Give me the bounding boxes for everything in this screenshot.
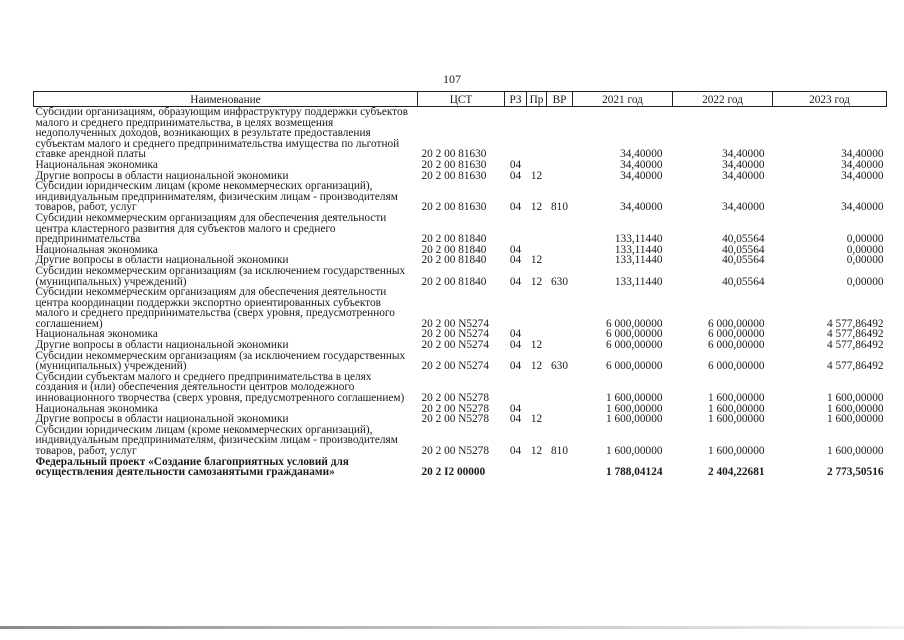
row-value-2021: 133,11440 <box>614 275 663 288</box>
row-value-2023: 1 600,00000 <box>827 402 884 415</box>
row-cst: 20 2 00 N5274 <box>421 328 489 341</box>
row-vr: 630 <box>551 275 568 288</box>
row-cst: 20 2 00 81630 <box>421 158 487 171</box>
table-row <box>34 287 887 329</box>
row-value-2023: 1 600,00000 <box>827 392 884 405</box>
row-value-2022: 2 404,22681 <box>708 466 765 479</box>
row-rz: 04 <box>509 169 522 182</box>
row-rz <box>505 107 527 160</box>
row-name: Другие вопросы в области национальной экономики <box>35 339 289 352</box>
row-value-2022: 6 000,00000 <box>708 317 765 330</box>
row-name: Другие вопросы в области национальной экономики <box>35 413 289 426</box>
row-pr <box>527 213 547 245</box>
row-name: Другие вопросы в области национальной экономики <box>35 169 289 182</box>
page-number: 107 <box>443 72 461 86</box>
row-value-2023: 0,00000 <box>846 233 884 246</box>
row-rz: 04 <box>509 413 522 426</box>
row-vr <box>547 329 573 340</box>
row-rz: 04 <box>509 243 522 256</box>
row-value-2021: 1 600,00000 <box>606 402 663 415</box>
row-value-2021: 1 600,00000 <box>606 413 663 426</box>
row-value-2021: 34,40000 <box>620 201 663 214</box>
header-2022: 2022 год <box>673 92 773 107</box>
row-name: Субсидии субъектам малого и среднего предпринимательства в целях создания и (или) обеспечения деятельности центров молодежного инновационного творчества (сверх уровня, предусмотренного соглашением) <box>35 370 405 405</box>
row-name: Субсидии некоммерческим организациям для обеспечения деятельности центра кластерного развития для субъектов малого и среднего предпринимательства <box>35 211 387 246</box>
row-name: Национальная экономика <box>35 243 158 256</box>
row-vr <box>547 372 573 404</box>
row-rz: 04 <box>509 275 522 288</box>
table-row <box>34 425 887 457</box>
row-name: Федеральный проект «Создание благоприятных условий для осуществления деятельности самозанятыми гражданами» <box>35 455 349 479</box>
row-vr <box>547 404 573 415</box>
row-pr: 12 <box>530 254 543 267</box>
row-name: Субсидии организациям, образующим инфраструктуру поддержки субъектов малого и среднего предпринимательства, в целях возмещения недополученных доходов, возникающих в результате предоставления субъектам малого и среднего предпринимательства имущества по льготной ставке арендной платы <box>35 106 408 161</box>
row-value-2023: 2 773,50516 <box>827 466 884 479</box>
row-value-2021: 6 000,00000 <box>606 360 663 373</box>
header-cst: ЦСТ <box>418 92 505 107</box>
table-row <box>34 351 887 372</box>
row-value-2022: 34,40000 <box>722 201 765 214</box>
row-name: Национальная экономика <box>35 402 158 415</box>
row-pr: 12 <box>530 360 543 373</box>
row-cst: 20 2 00 81840 <box>421 243 487 256</box>
row-value-2022: 6 000,00000 <box>708 339 765 352</box>
row-value-2022: 34,40000 <box>722 148 765 161</box>
table-header-row <box>34 92 887 107</box>
table-row <box>34 160 887 171</box>
row-value-2022: 1 600,00000 <box>708 445 765 457</box>
table-row <box>34 107 887 160</box>
row-vr: 810 <box>551 201 568 214</box>
row-name: Субсидии некоммерческим организациям для обеспечения деятельности центра координации поддержки экспортно ориентированных субъектов малого и среднего предпринимательства (сверх уровня, предусмотренного соглашением) <box>35 286 395 330</box>
row-vr <box>547 245 573 256</box>
row-value-2021: 6 000,00000 <box>606 339 663 352</box>
row-value-2021: 133,11440 <box>614 233 663 246</box>
row-cst: 20 2 00 81840 <box>421 233 487 246</box>
row-vr <box>547 213 573 245</box>
row-value-2023: 4 577,86492 <box>827 360 884 373</box>
row-name: Субсидии юридическим лицам (кроме некоммерческих организаций), индивидуальным предпринимателям, физическим лицам - производителям товаров, работ, услуг <box>35 180 398 214</box>
row-value-2022: 6 000,00000 <box>708 360 765 373</box>
row-vr <box>547 287 573 329</box>
row-value-2021: 6 000,00000 <box>606 328 663 341</box>
row-vr <box>547 255 573 266</box>
header-pr: Пр <box>527 92 547 107</box>
row-value-2022: 34,40000 <box>722 158 765 171</box>
row-value-2022: 40,05564 <box>722 243 765 256</box>
row-vr <box>547 414 573 425</box>
row-value-2022: 40,05564 <box>722 275 765 288</box>
row-value-2022: 1 600,00000 <box>708 392 765 405</box>
row-name: Национальная экономика <box>35 158 158 171</box>
row-rz: 04 <box>509 445 522 457</box>
row-cst: 20 2 00 81840 <box>421 254 487 267</box>
row-cst: 20 2 00 N5278 <box>421 402 489 415</box>
row-pr: 12 <box>530 169 543 182</box>
row-pr: 12 <box>530 275 543 288</box>
row-rz: 04 <box>509 360 522 373</box>
row-value-2023: 34,40000 <box>841 169 884 182</box>
row-name: Другие вопросы в области национальной экономики <box>35 254 289 267</box>
row-value-2023: 0,00000 <box>846 243 884 256</box>
row-vr <box>547 340 573 351</box>
row-cst: 20 2 00 81840 <box>421 275 487 288</box>
table-body <box>34 107 887 478</box>
row-pr <box>527 287 547 329</box>
row-value-2023: 1 600,00000 <box>827 413 884 426</box>
row-rz: 04 <box>509 339 522 352</box>
header-2021: 2021 год <box>573 92 673 107</box>
row-value-2022: 1 600,00000 <box>708 402 765 415</box>
row-pr: 12 <box>530 445 543 457</box>
row-cst: 20 2 00 N5274 <box>421 360 489 373</box>
row-rz: 04 <box>509 201 522 214</box>
row-cst: 20 2 00 81630 <box>421 201 487 214</box>
header-2023: 2023 год <box>773 92 887 107</box>
row-cst: 20 2 I2 00000 <box>421 466 486 479</box>
table-row <box>34 372 887 404</box>
table-row <box>34 266 887 287</box>
row-pr <box>527 160 547 171</box>
row-cst: 20 2 00 81630 <box>421 169 487 182</box>
row-vr: 810 <box>551 445 568 457</box>
row-value-2021: 6 000,00000 <box>606 317 663 330</box>
header-vr: ВР <box>547 92 573 107</box>
row-value-2021: 34,40000 <box>620 169 663 182</box>
row-value-2023: 4 577,86492 <box>827 317 884 330</box>
row-value-2023: 1 600,00000 <box>827 445 884 457</box>
row-rz <box>505 372 527 404</box>
row-vr <box>547 171 573 182</box>
row-cst: 20 2 00 N5278 <box>421 413 489 426</box>
row-value-2021: 34,40000 <box>620 158 663 171</box>
row-name: Субсидии некоммерческим организациям (за исключением государственных (муниципальных) учреждений) <box>35 264 406 288</box>
row-cst: 20 2 00 N5278 <box>421 445 489 457</box>
row-value-2023: 34,40000 <box>841 148 884 161</box>
row-value-2021: 133,11440 <box>614 243 663 256</box>
row-value-2021: 1 600,00000 <box>606 445 663 457</box>
row-value-2022: 40,05564 <box>722 233 765 246</box>
row-value-2023: 34,40000 <box>841 158 884 171</box>
row-value-2021: 34,40000 <box>620 148 663 161</box>
row-rz: 04 <box>509 402 522 415</box>
row-pr <box>527 107 547 160</box>
row-pr <box>527 372 547 404</box>
row-rz <box>505 457 527 478</box>
row-pr <box>527 457 547 478</box>
row-rz <box>505 213 527 245</box>
row-value-2021: 1 600,00000 <box>606 392 663 405</box>
row-value-2023: 34,40000 <box>841 201 884 214</box>
row-value-2023: 0,00000 <box>846 254 884 267</box>
row-rz <box>505 287 527 329</box>
row-value-2022: 34,40000 <box>722 169 765 182</box>
row-rz: 04 <box>509 158 522 171</box>
row-value-2021: 1 788,04124 <box>606 466 663 479</box>
header-rz: РЗ <box>505 92 527 107</box>
row-name: Национальная экономика <box>35 328 158 341</box>
row-vr <box>547 457 573 478</box>
budget-table <box>33 91 887 478</box>
row-pr: 12 <box>530 201 543 214</box>
row-rz: 04 <box>509 254 522 267</box>
table-row <box>34 213 887 245</box>
table-row <box>34 181 887 213</box>
row-cst: 20 2 00 N5274 <box>421 339 489 352</box>
table-row <box>34 457 887 478</box>
row-pr: 12 <box>530 339 543 352</box>
row-cst: 20 2 00 N5274 <box>421 317 489 330</box>
row-value-2023: 0,00000 <box>846 275 884 288</box>
row-name: Субсидии некоммерческим организациям (за исключением государственных (муниципальных) учреждений) <box>35 349 406 373</box>
row-value-2023: 4 577,86492 <box>827 328 884 341</box>
row-rz: 04 <box>509 328 522 341</box>
row-value-2021: 133,11440 <box>614 254 663 267</box>
row-vr <box>547 160 573 171</box>
row-cst: 20 2 00 81630 <box>421 148 487 161</box>
row-value-2023: 4 577,86492 <box>827 339 884 352</box>
row-value-2022: 1 600,00000 <box>708 413 765 426</box>
row-name: Субсидии юридическим лицам (кроме некоммерческих организаций), индивидуальным предпринимателям, физическим лицам - производителям товаров, работ, услуг <box>35 423 398 457</box>
row-cst: 20 2 00 N5278 <box>421 392 489 405</box>
row-pr: 12 <box>530 413 543 426</box>
page-bottom-edge <box>0 626 904 629</box>
row-vr: 630 <box>551 360 568 373</box>
row-value-2022: 40,05564 <box>722 254 765 267</box>
row-value-2022: 6 000,00000 <box>708 328 765 341</box>
row-vr <box>547 107 573 160</box>
header-name: Наименование <box>34 92 418 107</box>
